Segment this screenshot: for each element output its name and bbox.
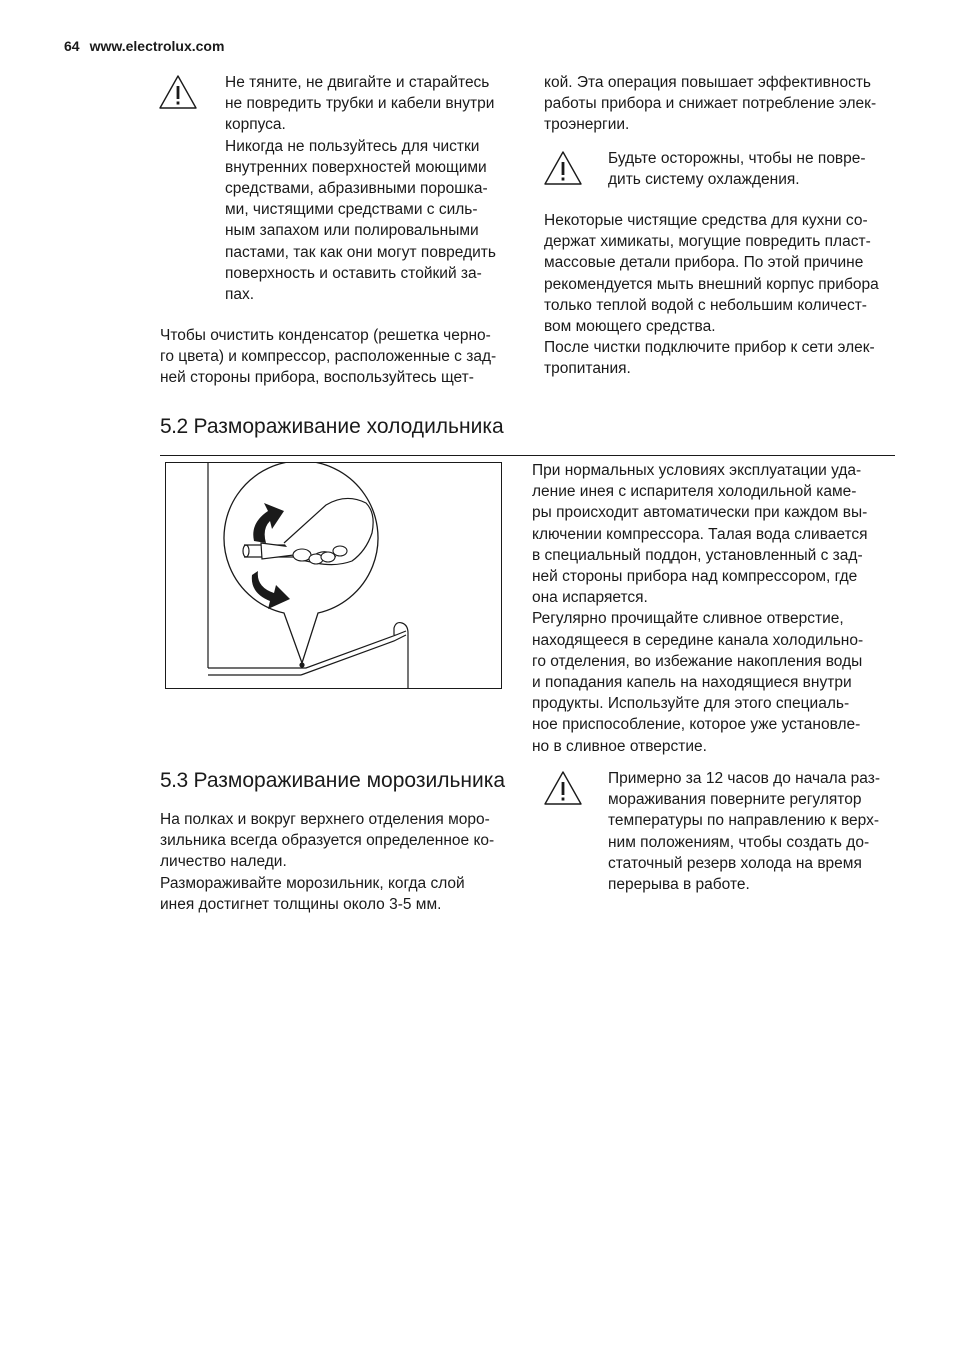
text-line: кой. Эта операция повышает эффективность: [544, 74, 871, 91]
paragraph-cleaning-agents: [544, 210, 914, 380]
text-line: ми, чистящими средствами с силь-: [225, 201, 478, 219]
text-line: мораживания поверните регулятор: [608, 791, 862, 809]
warning-icon: [158, 74, 198, 110]
warning-text-handling: [225, 72, 525, 305]
paragraph-freezer-defrost: [160, 809, 530, 915]
section-title: Размораживание холодильника: [193, 415, 504, 438]
text-line: продукты. Используйте для этого специаль-: [532, 695, 850, 713]
page-header: [64, 38, 224, 54]
page-number: 64: [64, 38, 80, 54]
text-line: ней стороны прибора над компрессором, где: [532, 568, 858, 586]
section-heading-5-2: [160, 415, 504, 439]
section-rule: [160, 455, 895, 456]
text-line: вом моющего средства.: [544, 318, 716, 336]
text-line: ним положениям, чтобы создать до-: [608, 833, 870, 851]
paragraph-fridge-defrost: [532, 460, 912, 757]
text-line: не повредить трубки и кабели внутри: [225, 95, 495, 113]
site-url: www.electrolux.com: [89, 38, 225, 54]
section-title: Размораживание морозильника: [193, 769, 506, 792]
text-line: При нормальных условиях эксплуатации уда-: [532, 462, 862, 479]
paragraph-efficiency: [544, 72, 914, 136]
text-line: ление инея с испарителя холодильной каме-: [532, 483, 857, 501]
section-number: 5.3: [160, 769, 188, 792]
text-line: ры происходит автоматически при каждом вы-: [532, 504, 868, 522]
text-line: в специальный поддон, установленный с зад-: [532, 546, 863, 564]
text-line: Не тяните, не двигайте и старайтесь: [225, 74, 490, 91]
text-line: только теплой водой с небольшим количест-: [544, 296, 867, 314]
text-line: Примерно за 12 часов до начала раз-: [608, 770, 880, 787]
text-line: го цвета) и компрессор, расположенные с зад-: [160, 348, 497, 366]
text-line: тропитания.: [544, 360, 631, 378]
text-line: На полках и вокруг верхнего отделения моро-: [160, 811, 490, 828]
warning-text-cooling: [608, 148, 908, 190]
text-line: го отделения, во избежание накопления воды: [532, 652, 863, 670]
text-line: инея достигнет толщины около 3-5 мм.: [160, 895, 442, 913]
section-heading-5-3: [160, 769, 505, 793]
text-line: внутренних поверхностей моющими: [225, 158, 487, 176]
text-line: перерыва в работе.: [608, 876, 750, 894]
warning-icon: [543, 770, 583, 806]
text-line: работы прибора и снижает потребление элек-: [544, 95, 877, 113]
text-line: ное приспособление, которое уже установле-: [532, 716, 861, 734]
text-line: личество наледи.: [160, 853, 287, 871]
text-line: средствами, абразивными порошка-: [225, 180, 488, 198]
text-line: поверхность и оставить стойкий за-: [225, 264, 482, 282]
text-line: ключении компрессора. Талая вода сливается: [532, 525, 868, 543]
text-line: температуры по направлению к верх-: [608, 812, 879, 830]
text-line: она испаряется.: [532, 589, 648, 607]
drain-hole-illustration: [165, 462, 502, 689]
text-line: Некоторые чистящие средства для кухни со-: [544, 212, 868, 229]
text-line: пастами, так как они могут повредить: [225, 243, 496, 261]
text-line: Чтобы очистить конденсатор (решетка черно-: [160, 327, 491, 344]
text-line: массовые детали прибора. По этой причине: [544, 254, 864, 272]
text-line: троэнергии.: [544, 116, 630, 134]
text-line: Будьте осторожны, чтобы не повре-: [608, 150, 866, 167]
section-number: 5.2: [160, 415, 188, 438]
text-line: статочный резерв холода на время: [608, 854, 862, 872]
paragraph-condenser: [160, 325, 530, 389]
warning-text-temperature: [608, 768, 908, 895]
text-line: рекомендуется мыть внешний корпус прибора: [544, 275, 879, 293]
text-line: держат химикаты, могущие повредить пласт-: [544, 233, 871, 251]
text-line: ным запахом или полировальными: [225, 222, 479, 240]
text-line: пах.: [225, 286, 255, 304]
text-line: и попадания капель на находящиеся внутри: [532, 674, 852, 692]
text-line: но в сливное отверстие.: [532, 737, 707, 755]
text-line: Размораживайте морозильник, когда слой: [160, 874, 465, 892]
text-line: После чистки подключите прибор к сети элек-: [544, 339, 875, 357]
text-line: дить систему охлаждения.: [608, 171, 800, 189]
text-line: Регулярно прочищайте сливное отверстие,: [532, 610, 844, 628]
warning-icon: [543, 150, 583, 186]
text-line: Никогда не пользуйтесь для чистки: [225, 137, 480, 155]
text-line: корпуса.: [225, 116, 286, 134]
text-line: зильника всегда образуется определенное ко-: [160, 832, 495, 850]
text-line: находящееся в середине канала холодильно-: [532, 631, 864, 649]
text-line: ней стороны прибора, воспользуйтесь щет-: [160, 369, 474, 387]
